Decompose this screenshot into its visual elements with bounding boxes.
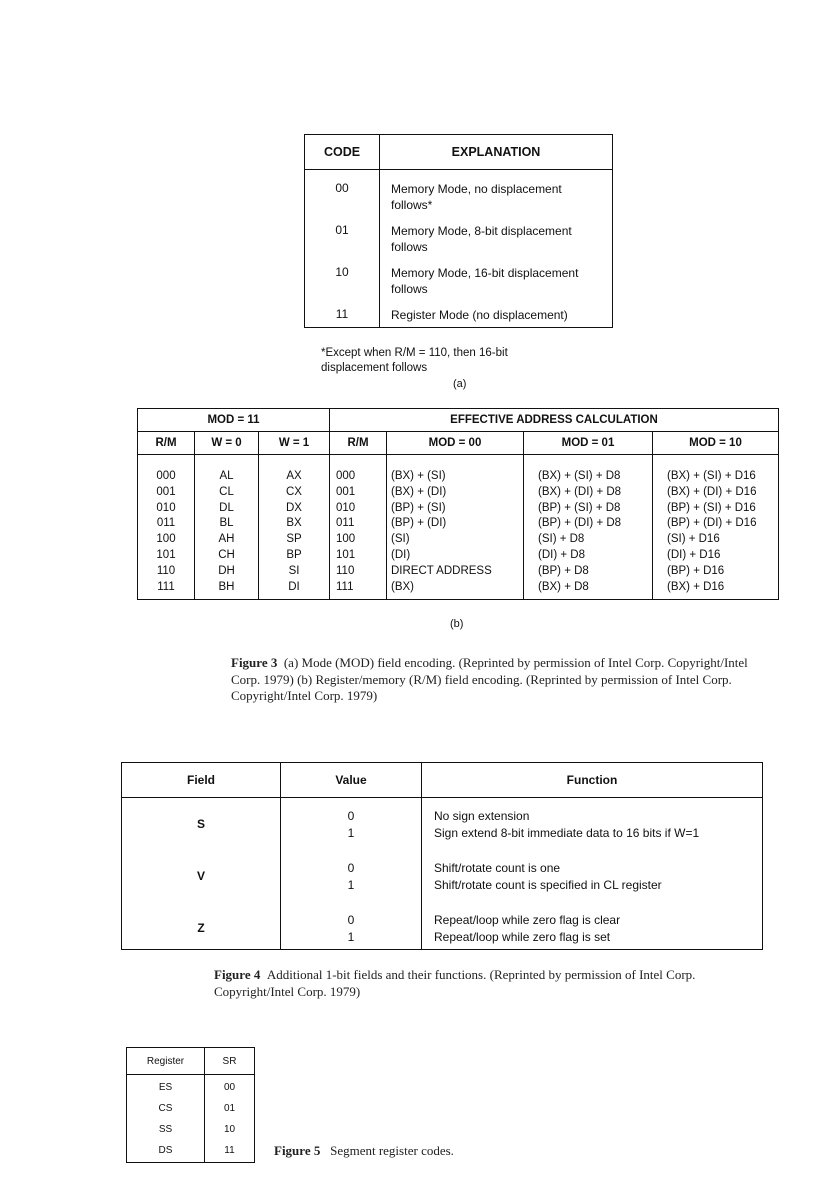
table-cell: 100	[156, 533, 176, 546]
table-cell: (BX) + D8	[538, 580, 589, 593]
value-cell	[281, 842, 422, 894]
table-header-row	[305, 135, 613, 170]
figure-3-caption	[231, 655, 759, 705]
header-sr: SR	[205, 1048, 255, 1075]
table-cell: (BP) + (SI) + D8	[538, 501, 621, 514]
header-explanation: EXPLANATION	[380, 135, 613, 170]
table-cell: (BX) + (DI)	[391, 485, 447, 498]
table-cell: SP	[286, 533, 302, 546]
code-cell: 11	[305, 297, 380, 328]
header-rm: R/M	[138, 432, 195, 455]
mod-encoding-table	[304, 134, 613, 328]
table-cell: 110	[156, 564, 176, 577]
mod10-column	[653, 455, 779, 600]
field-cell: S	[122, 798, 281, 843]
table-cell: (BX) + D16	[667, 580, 725, 593]
value-cell	[281, 798, 422, 843]
one-bit-fields-table	[121, 762, 763, 950]
group-header-row	[138, 409, 779, 432]
table-header-row	[122, 763, 763, 798]
group-header-mod11: MOD = 11	[138, 409, 330, 432]
table-cell: 000	[156, 470, 176, 482]
table-cell: 001	[156, 485, 176, 498]
table-cell: (BX) + (SI) + D8	[538, 470, 621, 482]
table-cell: 010	[156, 501, 176, 514]
table-cell: DH	[218, 564, 235, 577]
table-cell: 111	[336, 580, 354, 593]
table-row	[305, 170, 613, 214]
table-cell: DL	[219, 501, 234, 514]
function-1: Sign extend 8-bit immediate data to 16 bits if W=1	[434, 825, 700, 840]
header-mod00: MOD = 00	[387, 432, 524, 455]
table-cell: AH	[218, 533, 235, 546]
field-cell: V	[122, 842, 281, 894]
function-1: Shift/rotate count is specified in CL register	[434, 877, 662, 892]
table-cell: DIRECT ADDRESS	[391, 564, 492, 577]
mod01-column	[524, 455, 653, 600]
header-register: Register	[127, 1048, 205, 1075]
register-cell: CS	[127, 1098, 205, 1119]
table-cell: 011	[156, 517, 176, 530]
value-0: 0	[347, 861, 355, 875]
table-cell: (BP) + (SI) + D16	[667, 501, 756, 514]
table-cell: (SI) + D16	[667, 533, 720, 546]
function-0: Repeat/loop while zero flag is clear	[434, 913, 621, 927]
table-header-row	[127, 1048, 255, 1075]
function-cell	[422, 842, 763, 894]
table-cell: BL	[219, 517, 234, 530]
w0-column	[195, 455, 259, 600]
subfigure-label-b: (b)	[450, 618, 464, 630]
header-function: Function	[422, 763, 763, 798]
table-cell: AX	[286, 470, 302, 482]
rm-column	[138, 455, 195, 600]
sr-cell: 11	[205, 1140, 255, 1163]
table-cell: DX	[286, 501, 302, 514]
explanation-cell: Memory Mode, no displacement follows*	[380, 170, 613, 214]
table-row	[127, 1119, 255, 1140]
table-cell: BX	[286, 517, 302, 530]
footnote-line: displacement follows	[321, 362, 428, 374]
figure-5-text: Segment register codes.	[330, 1143, 454, 1158]
header-value: Value	[281, 763, 422, 798]
table-cell: (BP) + (SI)	[391, 501, 446, 514]
table-cell: 101	[156, 548, 176, 561]
table-cell: (DI) + D16	[667, 548, 721, 561]
table-cell: (BX) + (DI) + D16	[667, 485, 757, 498]
explanation-cell: Register Mode (no displacement)	[380, 297, 613, 328]
table-cell: (BP) + (DI) + D16	[667, 517, 757, 530]
table-cell: (BX) + (SI)	[391, 470, 446, 482]
table-cell: (BX) + (SI) + D16	[667, 470, 756, 482]
table-cell: (DI) + D8	[538, 548, 585, 561]
subfigure-label-a: (a)	[453, 378, 467, 390]
table-row	[305, 255, 613, 297]
explanation-cell: Memory Mode, 8-bit displacement follows	[380, 213, 613, 255]
value-1: 1	[347, 877, 355, 892]
sr-cell: 00	[205, 1075, 255, 1099]
rm-encoding-table	[137, 408, 779, 600]
table-cell: AL	[219, 470, 234, 482]
w1-column	[259, 455, 330, 600]
table-body-row	[138, 455, 779, 600]
header-mod10: MOD = 10	[653, 432, 779, 455]
function-cell	[422, 894, 763, 950]
register-cell: ES	[127, 1075, 205, 1099]
header-w0: W = 0	[195, 432, 259, 455]
figure-4-text: Additional 1-bit fields and their functions. (Reprinted by permission of Intel Corp. Copyright/Intel Corp. 1979)	[214, 967, 696, 999]
table-cell: (BX)	[391, 580, 414, 593]
code-cell: 00	[305, 170, 380, 214]
figure-3-label: Figure 3	[231, 655, 278, 670]
figure-3-text: (a) Mode (MOD) field encoding. (Reprinted by permission of Intel Corp. Copyright/Intel Corp. 1979) (b) Register/memory (R/M) field encoding. (Reprinted by permission of Intel Corp. Copyright/Intel Corp. 1979)	[231, 655, 748, 703]
table-cell: (SI) + D8	[538, 533, 585, 546]
value-cell	[281, 894, 422, 950]
table-cell: SI	[288, 564, 300, 577]
header-rm2: R/M	[330, 432, 387, 455]
table-cell: 001	[336, 485, 356, 498]
table-cell: 010	[336, 501, 356, 514]
table-cell: (BX) + (DI) + D8	[538, 485, 622, 498]
table-cell: (SI)	[391, 533, 410, 546]
rm2-column	[330, 455, 387, 600]
table-row	[305, 213, 613, 255]
figure-5-caption	[274, 1143, 574, 1160]
footnote-line: *Except when R/M = 110, then 16-bit	[321, 347, 508, 359]
header-field: Field	[122, 763, 281, 798]
figure-4-label: Figure 4	[214, 967, 261, 982]
table-cell: (DI)	[391, 548, 411, 561]
value-0: 0	[347, 809, 355, 823]
table-cell: 110	[336, 564, 355, 577]
column-header-row	[138, 432, 779, 455]
function-0: Shift/rotate count is one	[434, 861, 561, 875]
table-cell: 101	[336, 548, 356, 561]
figure-4-caption	[214, 967, 744, 1000]
value-1: 1	[347, 825, 355, 840]
field-cell: Z	[122, 894, 281, 950]
function-0: No sign extension	[434, 809, 530, 823]
header-mod01: MOD = 01	[524, 432, 653, 455]
table-cell: CH	[218, 548, 235, 561]
explanation-cell: Memory Mode, 16-bit displacement follows	[380, 255, 613, 297]
group-header-effective-address: EFFECTIVE ADDRESS CALCULATION	[330, 409, 779, 432]
table-row	[122, 842, 763, 894]
function-cell	[422, 798, 763, 843]
function-1: Repeat/loop while zero flag is set	[434, 929, 611, 944]
table-cell: 000	[336, 470, 356, 482]
code-cell: 01	[305, 213, 380, 255]
table-cell: CL	[219, 485, 234, 498]
table-a-footnote	[321, 346, 508, 376]
table-row	[127, 1098, 255, 1119]
table-cell: (BP) + (DI) + D8	[538, 517, 622, 530]
sr-cell: 10	[205, 1119, 255, 1140]
table-row	[127, 1075, 255, 1099]
table-cell: (BP) + D8	[538, 564, 589, 577]
table-cell: (BP) + D16	[667, 564, 725, 577]
figure-5-label: Figure 5	[274, 1143, 321, 1158]
table-row	[127, 1140, 255, 1163]
table-row	[305, 297, 613, 328]
table-cell: 011	[336, 517, 355, 530]
table-cell: (BP) + (DI)	[391, 517, 447, 530]
segment-register-table	[126, 1047, 255, 1163]
table-cell: BH	[218, 580, 235, 593]
table-cell: 100	[336, 533, 356, 546]
table-cell: CX	[286, 485, 302, 498]
value-1: 1	[347, 929, 355, 944]
table-cell: 111	[157, 580, 175, 593]
header-code: CODE	[305, 135, 380, 170]
table-row	[122, 798, 763, 843]
header-w1: W = 1	[259, 432, 330, 455]
register-cell: DS	[127, 1140, 205, 1163]
table-row	[122, 894, 763, 950]
table-cell: BP	[286, 548, 302, 561]
code-cell: 10	[305, 255, 380, 297]
table-cell: DI	[288, 580, 300, 593]
register-cell: SS	[127, 1119, 205, 1140]
mod00-column	[387, 455, 524, 600]
value-0: 0	[347, 913, 355, 927]
sr-cell: 01	[205, 1098, 255, 1119]
